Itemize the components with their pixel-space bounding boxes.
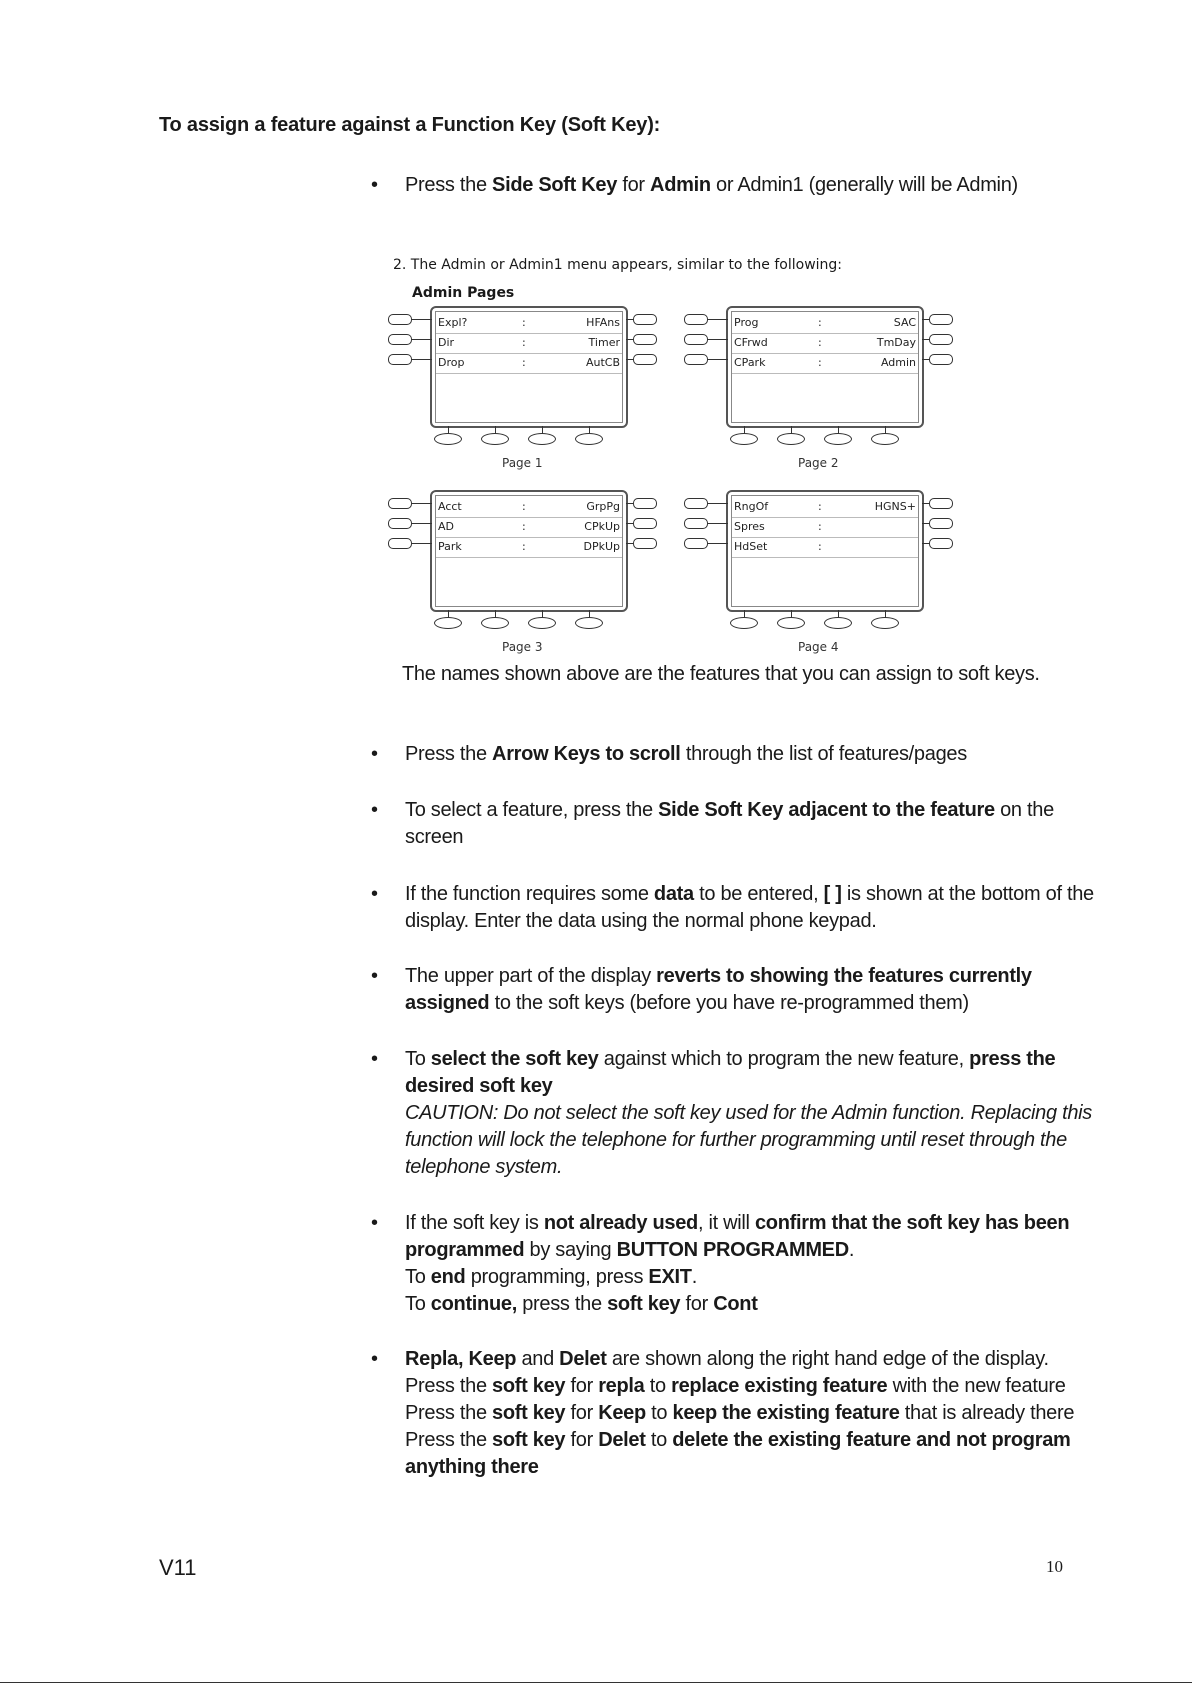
- page-label: Page 2: [798, 456, 839, 470]
- key-connector: [412, 339, 432, 340]
- bullet-dot: •: [371, 1212, 378, 1234]
- feature-left: Dir: [438, 336, 455, 349]
- display-screen: [430, 490, 628, 612]
- bullet-text: [405, 963, 1095, 1017]
- body-text: against which to program the new feature,: [598, 1048, 970, 1070]
- feature-left: Prog: [734, 316, 759, 329]
- side-soft-key-left: [388, 498, 412, 509]
- bottom-soft-key: [481, 433, 509, 445]
- emphasis-text: soft key: [492, 1375, 566, 1397]
- body-text: To select a feature, press the: [405, 799, 659, 821]
- feature-row: [436, 353, 622, 374]
- key-connector: [708, 503, 728, 504]
- feature-right: CPkUp: [584, 520, 620, 533]
- feature-separator: :: [522, 336, 526, 349]
- side-soft-key-left: [388, 334, 412, 345]
- bottom-soft-key: [730, 433, 758, 445]
- bullet-line: [405, 1427, 1095, 1481]
- side-soft-key-left: [388, 354, 412, 365]
- body-text: to be entered,: [693, 883, 824, 905]
- bullet-text: [405, 1346, 1095, 1481]
- page-label: Page 4: [798, 640, 839, 654]
- side-soft-key-left: [684, 334, 708, 345]
- emphasis-text: Repla, Keep: [405, 1348, 517, 1370]
- emphasis-text: end: [430, 1266, 466, 1288]
- body-text: Press the: [405, 743, 493, 765]
- feature-left: Drop: [438, 356, 465, 369]
- feature-separator: :: [522, 540, 526, 553]
- feature-separator: :: [818, 540, 822, 553]
- feature-left: CFrwd: [734, 336, 768, 349]
- emphasis-text: repla: [598, 1375, 645, 1397]
- bottom-soft-key: [871, 617, 899, 629]
- feature-left: HdSet: [734, 540, 768, 553]
- bullet-text: [405, 741, 1095, 768]
- bottom-soft-key: [730, 617, 758, 629]
- feature-row: [436, 497, 622, 518]
- body-text: by saying: [524, 1239, 617, 1261]
- side-soft-key-left: [684, 538, 708, 549]
- feature-row: [436, 333, 622, 354]
- bullet-line: [405, 1373, 1095, 1400]
- footer-version: V11: [159, 1555, 197, 1580]
- bottom-soft-key: [528, 433, 556, 445]
- emphasis-text: Admin: [650, 174, 711, 196]
- feature-right: GrpPg: [586, 500, 620, 513]
- feature-separator: :: [818, 356, 822, 369]
- body-text: Press the: [405, 1402, 493, 1424]
- bullet-line: [405, 1400, 1095, 1427]
- side-soft-key-right: [633, 538, 657, 549]
- body-text: are shown along the right hand edge of the display.: [606, 1348, 1049, 1370]
- body-text: on the screen: [405, 799, 1054, 848]
- feature-right: SAC: [893, 316, 916, 329]
- bottom-soft-key: [871, 433, 899, 445]
- bottom-soft-key: [434, 617, 462, 629]
- body-text: and: [516, 1348, 560, 1370]
- body-text: through the list of features/pages: [680, 743, 967, 765]
- caution-note: CAUTION: Do not select the soft key used for the Admin function. Replacing this function will lock the telephone for further programming until reset through the telephone system.: [405, 1102, 1093, 1178]
- emphasis-text: BUTTON PROGRAMMED: [616, 1239, 849, 1261]
- body-text: To: [405, 1048, 431, 1070]
- body-text: To: [405, 1266, 431, 1288]
- side-soft-key-left: [388, 518, 412, 529]
- body-text: The upper part of the display: [405, 965, 657, 987]
- feature-row: [436, 313, 622, 334]
- feature-left: Expl?: [438, 316, 468, 329]
- body-text: for: [680, 1293, 714, 1315]
- section-heading: To assign a feature against a Function Key (Soft Key):: [159, 114, 661, 136]
- bottom-soft-key: [824, 617, 852, 629]
- body-text: .: [691, 1266, 697, 1288]
- admin-page-2: [684, 306, 954, 486]
- bottom-soft-key: [777, 433, 805, 445]
- bullet-dot: •: [371, 799, 378, 821]
- feature-left: Park: [438, 540, 462, 553]
- emphasis-text: press the desired soft key: [405, 1048, 1056, 1097]
- side-soft-key-right: [929, 498, 953, 509]
- key-connector: [708, 339, 728, 340]
- emphasis-text: soft key: [492, 1402, 566, 1424]
- key-connector: [708, 543, 728, 544]
- body-text: to: [644, 1375, 672, 1397]
- body-text: To: [405, 1293, 431, 1315]
- emphasis-text: reverts to showing the features currently assigned: [405, 965, 1032, 1014]
- bullet-text: [405, 881, 1095, 935]
- body-text: press the: [516, 1293, 608, 1315]
- bullet-text: [405, 1210, 1095, 1318]
- figure-caption: The names shown above are the features that you can assign to soft keys.: [402, 663, 1040, 685]
- bullet-dot: •: [371, 743, 378, 765]
- feature-right: TmDay: [876, 336, 916, 349]
- admin-page-3: [388, 490, 658, 670]
- body-text: .: [848, 1239, 855, 1261]
- emphasis-text: continue,: [430, 1293, 517, 1315]
- feature-row: [436, 537, 622, 558]
- bullet-text: [405, 172, 1095, 199]
- footer-rule: [0, 1682, 1192, 1683]
- feature-row: [732, 537, 918, 558]
- side-soft-key-right: [633, 354, 657, 365]
- bullet-dot: •: [371, 1348, 378, 1370]
- bottom-soft-key: [481, 617, 509, 629]
- body-text: for: [565, 1429, 599, 1451]
- side-soft-key-left: [388, 314, 412, 325]
- body-text: Press the: [405, 174, 493, 196]
- key-connector: [708, 523, 728, 524]
- feature-right: AutCB: [585, 356, 620, 369]
- body-text: or Admin1 (generally will be Admin): [710, 174, 1018, 196]
- bottom-soft-key: [528, 617, 556, 629]
- bullet-line: [405, 1264, 1095, 1291]
- feature-row: [732, 497, 918, 518]
- side-soft-key-right: [633, 518, 657, 529]
- body-text: for: [565, 1375, 599, 1397]
- admin-pages-figure: [388, 252, 1008, 652]
- side-soft-key-left: [684, 518, 708, 529]
- side-soft-key-left: [684, 354, 708, 365]
- feature-separator: :: [818, 336, 822, 349]
- feature-right: Timer: [588, 336, 620, 349]
- emphasis-text: soft key: [492, 1429, 566, 1451]
- feature-separator: :: [818, 316, 822, 329]
- side-soft-key-right: [633, 334, 657, 345]
- page-label: Page 1: [502, 456, 543, 470]
- key-connector: [412, 319, 432, 320]
- feature-separator: :: [522, 500, 526, 513]
- emphasis-text: keep the existing feature: [672, 1402, 900, 1424]
- side-soft-key-left: [684, 314, 708, 325]
- side-soft-key-left: [684, 498, 708, 509]
- bullet-line: [405, 1291, 1095, 1318]
- side-soft-key-right: [929, 518, 953, 529]
- display-screen: [726, 490, 924, 612]
- feature-row: [436, 517, 622, 538]
- feature-separator: :: [818, 500, 822, 513]
- admin-page-4: [684, 490, 954, 670]
- side-soft-key-right: [633, 314, 657, 325]
- emphasis-text: select the soft key: [430, 1048, 599, 1070]
- feature-left: Acct: [438, 500, 462, 513]
- side-soft-key-right: [929, 334, 953, 345]
- body-text: that is already there: [899, 1402, 1075, 1424]
- key-connector: [412, 359, 432, 360]
- key-connector: [412, 523, 432, 524]
- bullet-dot: •: [371, 965, 378, 987]
- emphasis-text: Arrow Keys to scroll: [492, 743, 681, 765]
- bullet-line: [405, 1210, 1095, 1264]
- body-text: for: [617, 174, 651, 196]
- emphasis-text: Delet: [559, 1348, 607, 1370]
- figure-title: Admin Pages: [412, 285, 515, 301]
- emphasis-text: Side Soft Key adjacent to the feature: [658, 799, 995, 821]
- bottom-soft-key: [824, 433, 852, 445]
- body-text: for: [565, 1402, 599, 1424]
- display-screen: [726, 306, 924, 428]
- body-text: with the new feature: [887, 1375, 1066, 1397]
- emphasis-text: Side Soft Key: [492, 174, 618, 196]
- body-text: If the soft key is: [405, 1212, 544, 1234]
- emphasis-text: data: [653, 883, 694, 905]
- key-connector: [412, 503, 432, 504]
- emphasis-text: replace existing feature: [671, 1375, 888, 1397]
- feature-left: RngOf: [734, 500, 769, 513]
- side-soft-key-right: [929, 538, 953, 549]
- feature-row: [732, 313, 918, 334]
- bottom-soft-key: [434, 433, 462, 445]
- key-connector: [412, 543, 432, 544]
- bottom-soft-key: [575, 433, 603, 445]
- feature-left: CPark: [734, 356, 766, 369]
- body-text: Press the: [405, 1429, 493, 1451]
- emphasis-text: Cont: [713, 1293, 758, 1315]
- emphasis-text: [ ]: [823, 883, 842, 905]
- bullet-line: [405, 1346, 1095, 1373]
- feature-right: HGNS+: [874, 500, 916, 513]
- bottom-soft-key: [777, 617, 805, 629]
- side-soft-key-left: [388, 538, 412, 549]
- feature-left: Spres: [734, 520, 765, 533]
- side-soft-key-right: [633, 498, 657, 509]
- bullet-dot: •: [371, 883, 378, 905]
- feature-right: DPkUp: [583, 540, 620, 553]
- body-text: to: [645, 1402, 673, 1424]
- side-soft-key-right: [929, 314, 953, 325]
- feature-right: HFAns: [586, 316, 620, 329]
- feature-row: [732, 333, 918, 354]
- feature-row: [732, 353, 918, 374]
- admin-page-1: [388, 306, 658, 486]
- feature-separator: :: [522, 316, 526, 329]
- feature-right: Admin: [880, 356, 916, 369]
- bullet-text: [405, 797, 1095, 851]
- emphasis-text: Keep: [598, 1402, 646, 1424]
- emphasis-text: Delet: [598, 1429, 646, 1451]
- key-connector: [708, 319, 728, 320]
- figure-step-text: 2. The Admin or Admin1 menu appears, similar to the following:: [393, 257, 843, 273]
- key-connector: [708, 359, 728, 360]
- feature-separator: :: [522, 356, 526, 369]
- body-text: to the soft keys (before you have re-programmed them): [489, 992, 969, 1014]
- bullet-dot: •: [371, 1048, 378, 1070]
- emphasis-text: EXIT: [648, 1266, 692, 1288]
- bullet-dot: •: [371, 174, 378, 196]
- feature-separator: :: [522, 520, 526, 533]
- emphasis-text: not already used: [543, 1212, 698, 1234]
- display-screen: [430, 306, 628, 428]
- body-text: If the function requires some: [405, 883, 654, 905]
- bullet-text: [405, 1046, 1095, 1181]
- body-text: Press the: [405, 1375, 493, 1397]
- emphasis-text: confirm that the soft key has been programmed: [405, 1212, 1070, 1261]
- side-soft-key-right: [929, 354, 953, 365]
- body-text: , it will: [697, 1212, 755, 1234]
- body-text: is shown at the bottom of the display. Enter the data using the normal phone keypad.: [405, 883, 1094, 932]
- body-text: programming, press: [465, 1266, 649, 1288]
- emphasis-text: soft key: [607, 1293, 681, 1315]
- page-label: Page 3: [502, 640, 543, 654]
- feature-left: AD: [438, 520, 454, 533]
- footer-page-number: 10: [1046, 1557, 1063, 1576]
- bottom-soft-key: [575, 617, 603, 629]
- body-text: to: [645, 1429, 673, 1451]
- feature-row: [732, 517, 918, 538]
- feature-separator: :: [818, 520, 822, 533]
- emphasis-text: delete the existing feature and not program anything there: [405, 1429, 1071, 1478]
